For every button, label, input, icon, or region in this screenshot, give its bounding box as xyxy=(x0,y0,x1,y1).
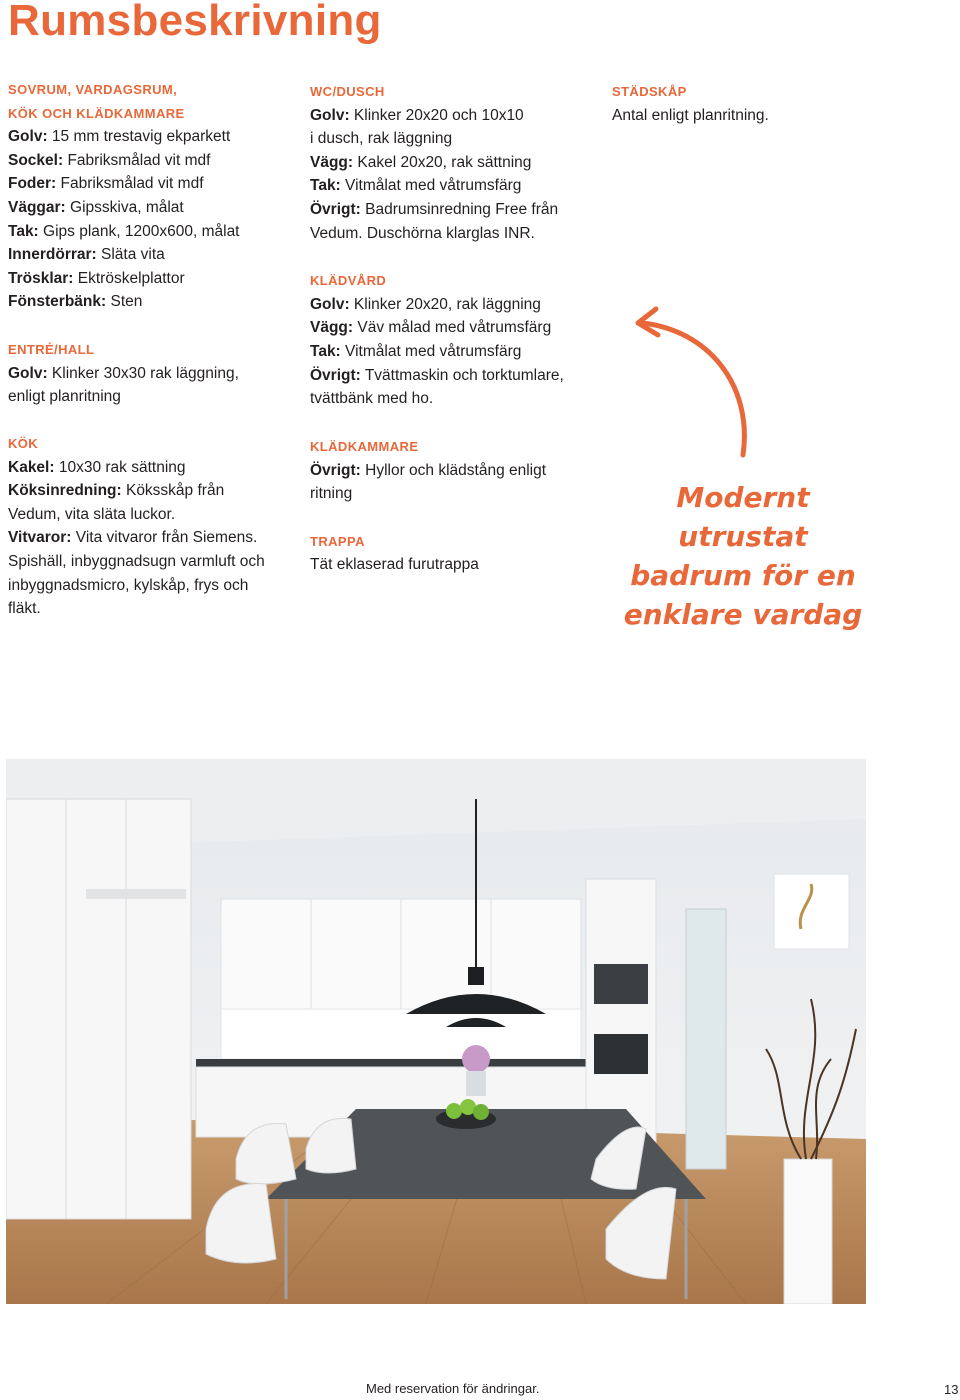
spec-line: Golv: Klinker 30x30 rak läggning, xyxy=(8,364,239,382)
column-middle-bottom xyxy=(310,435,600,577)
spec-line: Vitvaror: Vita vitvaror från Siemens. xyxy=(8,529,258,547)
column-left-bottom xyxy=(8,432,298,621)
spec-line: Vägg: Väv målad med våtrumsfärg xyxy=(310,319,552,337)
spec-line: Kakel: 10x30 rak sättning xyxy=(8,458,186,476)
spec-line: Golv: 15 mm trestavig ekparkett xyxy=(8,128,231,146)
spec-line: inbyggnadsmicro, kylskåp, frys och xyxy=(8,576,249,594)
spec-line: Tak: Vitmålat med våtrumsfärg xyxy=(310,177,522,195)
spec-line: Övrigt: Hyllor och klädstång enligt xyxy=(310,461,547,479)
spec-line: Innerdörrar: Släta vita xyxy=(8,246,165,264)
spec-line: Fönsterbänk: Sten xyxy=(8,293,143,311)
section-heading-kladkammare: KLÄDKAMMARE xyxy=(310,439,419,454)
spec-line: Trösklar: Ektröskelplattor xyxy=(8,269,185,287)
spec-line: fläkt. xyxy=(8,600,41,618)
column-right xyxy=(612,80,902,127)
spec-line: enligt planritning xyxy=(8,388,121,406)
section-heading-entre: ENTRÉ/HALL xyxy=(8,341,95,357)
section-heading-kok: KÖK xyxy=(8,436,39,451)
kitchen-photo xyxy=(6,759,866,1304)
callout-text: Modernt utrustat badrum för en enklare vardag xyxy=(623,481,863,631)
spec-line: Tät eklaserad furutrappa xyxy=(310,556,479,574)
footer-note: Med reservation för ändringar. xyxy=(366,1381,540,1396)
spec-line: Sockel: Fabriksmålad vit mdf xyxy=(8,151,211,169)
spec-line: Övrigt: Badrumsinredning Free från xyxy=(310,200,559,218)
column-middle-top xyxy=(310,80,600,411)
spec-line: Foder: Fabriksmålad vit mdf xyxy=(8,175,204,193)
page-number: 13 xyxy=(944,1382,959,1397)
spec-line: Väggar: Gipsskiva, målat xyxy=(8,198,184,216)
spec-line: Golv: Klinker 20x20, rak läggning xyxy=(310,295,541,313)
spec-line: Köksinredning: Köksskåp från xyxy=(8,482,225,500)
section-heading-sovrum-1: SOVRUM, VARDAGSRUM, xyxy=(8,82,178,97)
section-heading-sovrum-2: KÖK OCH KLÄDKAMMARE xyxy=(8,105,185,121)
spec-line: Tak: Gips plank, 1200x600, målat xyxy=(8,222,240,240)
section-heading-trappa: TRAPPA xyxy=(310,533,365,549)
section-heading-wc: WC/DUSCH xyxy=(310,84,385,99)
column-left-top xyxy=(8,78,298,409)
spec-line: Antal enligt planritning. xyxy=(612,106,769,124)
spec-line: i dusch, rak läggning xyxy=(310,130,453,148)
spec-line: Tak: Vitmålat med våtrumsfärg xyxy=(310,342,522,360)
spec-line: Vedum, vita släta luckor. xyxy=(8,505,176,523)
section-heading-stadskap: STÄDSKÅP xyxy=(612,84,687,99)
spec-line: ritning xyxy=(310,485,353,503)
spec-line: tvättbänk med ho. xyxy=(310,390,434,408)
section-heading-kladvard: KLÄDVÅRD xyxy=(310,273,387,289)
spec-line: Övrigt: Tvättmaskin och torktumlare, xyxy=(310,366,564,384)
spec-line: Vedum. Duschörna klarglas INR. xyxy=(310,224,535,242)
spec-line: Golv: Klinker 20x20 och 10x10 xyxy=(310,106,524,124)
spec-line: Spishäll, inbyggnadsugn varmluft och xyxy=(8,552,265,570)
curved-arrow-icon xyxy=(628,305,758,465)
page-title: Rumsbeskrivning xyxy=(8,0,382,45)
spec-line: Vägg: Kakel 20x20, rak sättning xyxy=(310,153,532,171)
